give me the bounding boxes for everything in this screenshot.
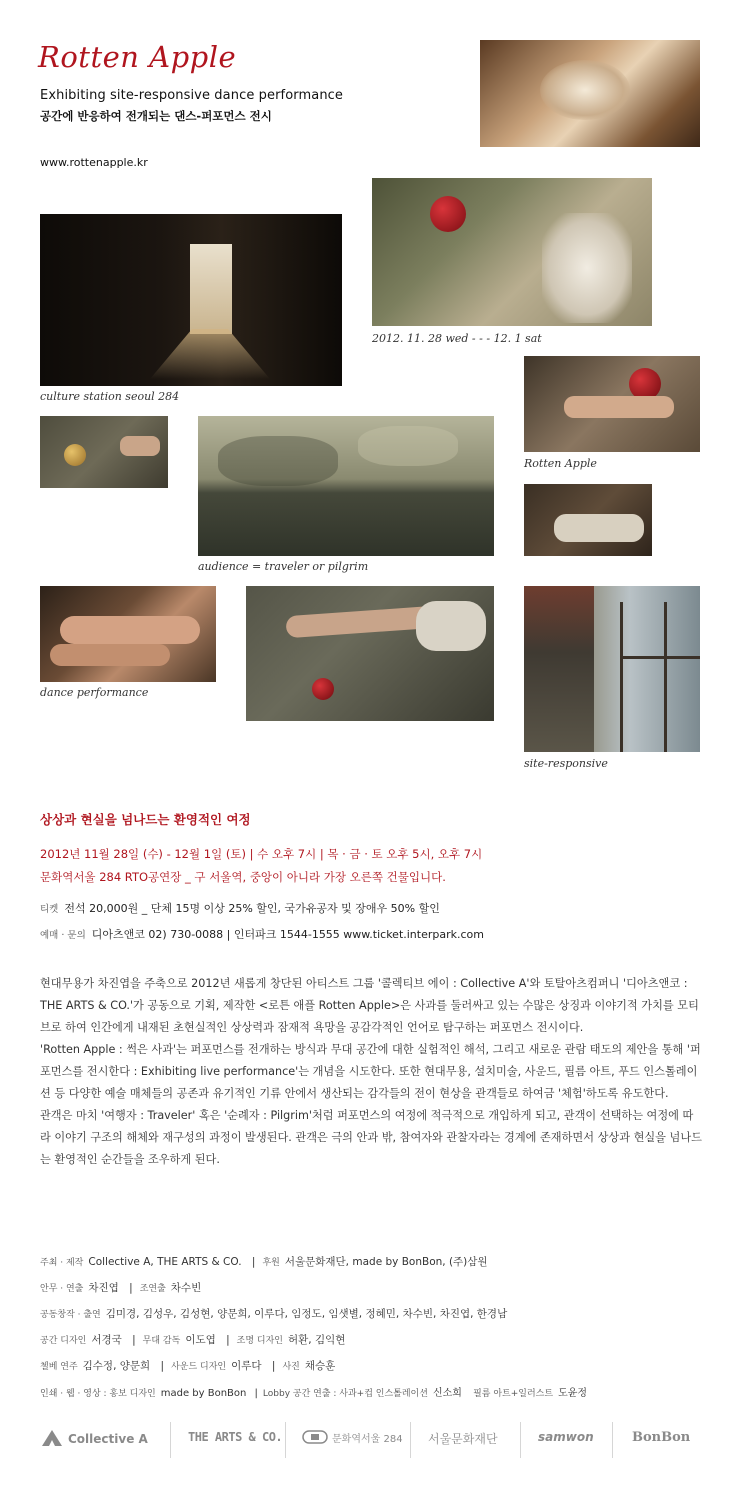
credit-label: 첼베 연주 <box>40 1362 78 1372</box>
ticket-text: 전석 20,000원 _ 단체 15명 이상 25% 할인, 국가유공자 및 장애우 50% 할인 <box>64 902 440 915</box>
logo-culture-station: 문화역서울 284 <box>302 1430 403 1445</box>
caption-dance: dance performance <box>40 686 149 699</box>
description <box>40 973 704 1171</box>
description-paragraph: 'Rotten Apple : 썩은 사과'는 퍼포먼스를 전개하는 방식과 무대 공간에 대한 실험적인 해석, 그리고 새로운 관람 태도의 제안을 통해 '퍼포먼스를 전시한다 : Exhibiting live performance'는 개념을 시도한다. 또한 현대무용, 설치미술, 사운드, 필름 아트, 푸드 인스톨레이션 등 다양한 예술 매체들의 공존과 유기적인 기류 안에서 생산되는 감각들의 전이 현상을 관객들로 하여금 '체험'하도록 유도한다. <box>40 1043 701 1100</box>
schedule-text: 2012년 11월 28일 (수) - 12월 1일 (토) | 수 오후 7시 | 목 · 금 · 토 오후 5시, 오후 7시 <box>40 847 483 861</box>
description-paragraph: 관객은 마치 '여행자 : Traveler' 혹은 '순례자 : Pilgrim'처럼 퍼포먼스의 여정에 적극적으로 개입하게 되고, 관객이 선택하는 여정에 따라 이야기 구조의 해체와 재구성의 과정이 발생된다. 관객은 극의 안과 밖, 참여자와 관찰자라는 경계에 존재하면서 상상과 현실을 넘나드는 환영적인 순간들을 조우하게 된다. <box>40 1109 702 1166</box>
credit-value: 채승훈 <box>304 1360 336 1372</box>
credit-value: 허환, 김익현 <box>287 1334 346 1346</box>
subtitle-korean: 공간에 반응하여 전개되는 댄스-퍼포먼스 전시 <box>40 109 272 123</box>
photo-lace-floor <box>524 484 652 556</box>
logo-bonbon: BonBon <box>632 1430 691 1445</box>
photo-apple-floor <box>40 416 168 488</box>
caption-audience: audience = traveler or pilgrim <box>198 560 369 573</box>
credit-row <box>40 1306 507 1321</box>
logo-divider <box>612 1422 613 1458</box>
credit-value: 김미경, 김성우, 김성현, 양문희, 이루다, 임정도, 임샛별, 정혜민, 차수빈, 차진엽, 한경남 <box>105 1308 508 1320</box>
credit-value: 이루다 <box>231 1360 262 1372</box>
caption-site: site-responsive <box>524 757 608 770</box>
credit-value: 도윤정 <box>558 1388 588 1399</box>
photo-window <box>524 586 700 752</box>
credit-value: 김수정, 양문희 <box>82 1360 151 1372</box>
credit-label: 필름 아트+일러스트 <box>473 1389 554 1399</box>
ticket-label: 티켓 <box>40 904 59 915</box>
credit-label: 조연출 <box>139 1284 166 1294</box>
photo-apple-fingertips <box>524 356 700 452</box>
photo-decayed-wall <box>198 416 494 556</box>
logo-divider <box>285 1422 286 1458</box>
credit-value: 서경국 <box>91 1334 122 1346</box>
logo-divider <box>170 1422 171 1458</box>
credit-value: 차수빈 <box>170 1282 202 1294</box>
credit-label: 사운드 디자인 <box>171 1362 227 1372</box>
website-link[interactable]: www.rottenapple.kr <box>40 156 148 169</box>
booking-text: 디아츠앤코 02) 730-0088 | 인터파크 1544-1555 www.ticket.interpark.com <box>91 928 484 941</box>
subtitle-english: Exhibiting site-responsive dance performance <box>40 88 343 103</box>
credit-value: 차진엽 <box>88 1282 119 1294</box>
credit-row: 안무 · 연출 차진엽 | 조연출 차수빈 <box>40 1282 202 1294</box>
credit-row: 첼베 연주 김수정, 양문희 | 사운드 디자인 이루다 | 사진 채승훈 <box>40 1360 336 1372</box>
credit-row: 주최 · 제작 Collective A, THE ARTS & CO. | 후원 서울문화재단, made by BonBon, (주)삼원 <box>40 1256 488 1268</box>
credit-value: made by BonBon <box>160 1388 247 1399</box>
venue-text: 문화역서울 284 RTO공연장 _ 구 서울역, 중앙이 아니라 가장 오른쪽 건물입니다. <box>40 870 446 884</box>
credit-value: 이도엽 <box>185 1334 216 1346</box>
photo-hand-apple <box>372 178 652 326</box>
logo-samwon: samwon <box>538 1430 594 1444</box>
credit-label: 공간 디자인 <box>40 1336 87 1346</box>
station-icon <box>302 1430 328 1444</box>
logo-divider <box>410 1422 411 1458</box>
description-paragraph: 현대무용가 차진엽을 주축으로 2012년 새롭게 창단된 아티스트 그룹 '콜렉티브 에이 : Collective A'와 토탈아츠컴퍼니 '디아츠앤코 : THE ARTS & CO.'가 공동으로 기획, 제작한 <로튼 애플 Rotten Apple>은 사과를 둘러싸고 있는 수많은 상징과 이야기적 가치를 모티브로 하여 인간에게 내재된 초현실적인 상상력과 잠재적 욕망을 공감각적인 언어로 탐구하는 퍼포먼스 전시이다. <box>40 977 699 1034</box>
page-title: Rotten Apple <box>38 40 237 74</box>
sponsor-logos <box>0 1418 740 1464</box>
photo-ruffle-collar <box>480 40 700 147</box>
logo-divider <box>520 1422 521 1458</box>
booking-row <box>40 926 484 942</box>
ticket-row <box>40 900 440 916</box>
logo-the-arts-co: THE ARTS & CO. <box>188 1430 283 1444</box>
credit-label: 공동창작 · 출연 <box>40 1310 101 1320</box>
credit-label: Lobby 공간 연출 : 사과+컵 인스톨레이션 <box>262 1389 428 1399</box>
credit-label: 후원 <box>262 1258 280 1268</box>
photo-fingers <box>40 586 216 682</box>
credit-row: 인쇄 · 웹 · 영상 : 홍보 디자인 made by BonBon | Lobby 공간 연출 : 사과+컵 인스톨레이션 신소희 필름 아트+일러스트 도윤정 <box>40 1388 588 1399</box>
credit-label: 사진 <box>282 1362 300 1372</box>
credit-label: 안무 · 연출 <box>40 1284 84 1294</box>
photo-doorway <box>40 214 342 386</box>
logo-seoul-foundation: 서울문화재단 <box>428 1432 498 1446</box>
caption-rotten-apple: Rotten Apple <box>524 457 597 470</box>
triangle-icon <box>42 1430 62 1446</box>
credit-label: 인쇄 · 웹 · 영상 : 홍보 디자인 <box>40 1389 156 1399</box>
credit-label: 무대 감독 <box>142 1336 181 1346</box>
caption-dates: 2012. 11. 28 wed - - - 12. 1 sat <box>372 332 542 345</box>
section-heading: 상상과 현실을 넘나드는 환영적인 여정 <box>40 812 251 827</box>
logo-collective-a: Collective A <box>42 1430 148 1446</box>
credit-label: 조명 디자인 <box>236 1336 283 1346</box>
credit-value: 서울문화재단, made by BonBon, (주)삼원 <box>284 1256 488 1268</box>
booking-label: 예매 · 문의 <box>40 930 86 941</box>
credit-value: 신소희 <box>432 1388 462 1399</box>
credit-label: 주최 · 제작 <box>40 1258 84 1268</box>
caption-venue: culture station seoul 284 <box>40 390 180 403</box>
credit-row: 공간 디자인 서경국 | 무대 감독 이도엽 | 조명 디자인 허환, 김익현 <box>40 1334 346 1346</box>
credit-value: Collective A, THE ARTS & CO. <box>88 1256 242 1268</box>
photo-arm-floor-apple <box>246 586 494 721</box>
